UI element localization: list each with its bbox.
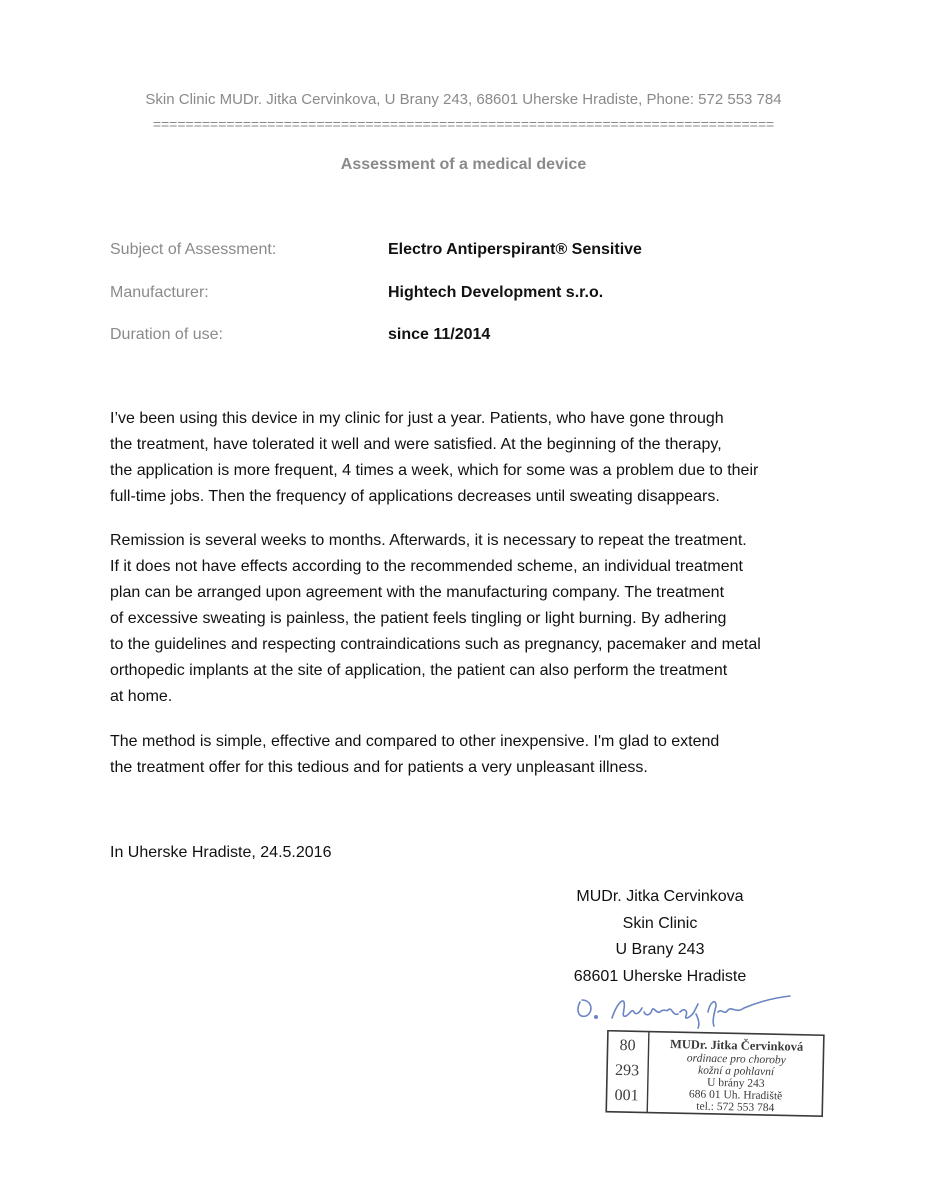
paragraph-line: I’ve been using this device in my clinic for just a year. Patients, who have gone through (110, 410, 724, 427)
subject-value: Electro Antiperspirant® Sensitive (388, 241, 642, 258)
paragraph-line: the application is more frequent, 4 times a week, which for some was a problem due to their (110, 462, 759, 479)
body-paragraph-2 (110, 528, 830, 710)
paragraph-line: full-time jobs. Then the frequency of applications decreases until sweating disappears. (110, 488, 720, 505)
body-paragraph-3 (110, 729, 830, 781)
paragraph-line: the treatment offer for this tedious and for patients a very unpleasant illness. (110, 759, 648, 776)
handwritten-signature (568, 988, 808, 1033)
subject-label: Subject of Assessment: (110, 241, 277, 258)
signatory-clinic: Skin Clinic (622, 914, 698, 932)
paragraph-line: the treatment, have tolerated it well and were satisfied. At the beginning of the therapy, (110, 436, 722, 453)
duration-value: since 11/2014 (388, 326, 491, 343)
svg-text:MUDr. Jitka Červinková: MUDr. Jitka Červinková (669, 1037, 804, 1054)
svg-text:80: 80 (619, 1036, 636, 1055)
svg-text:U brány 243: U brány 243 (706, 1076, 765, 1090)
manufacturer-value: Hightech Development s.r.o. (388, 284, 604, 301)
body-paragraph-1 (110, 406, 830, 510)
paragraph-line: at home. (110, 688, 173, 705)
paragraph-line: Remission is several weeks to months. Afterwards, it is necessary to repeat the treatment. (110, 532, 747, 549)
svg-text:tel.: 572 553 784: tel.: 572 553 784 (696, 1100, 775, 1115)
paragraph-line: If it does not have effects according to the recommended scheme, an individual treatment (110, 558, 743, 575)
place-and-date: In Uherske Hradiste, 24.5.2016 (110, 844, 332, 861)
paragraph-line: The method is simple, effective and compared to other inexpensive. I'm glad to extend (110, 733, 720, 750)
clinic-stamp (604, 1030, 830, 1122)
paragraph-line: orthopedic implants at the site of application, the patient can also perform the treatment (110, 662, 728, 679)
svg-text:686 01 Uh. Hradiště: 686 01 Uh. Hradiště (688, 1088, 783, 1103)
paragraph-line: plan can be arranged upon agreement with the manufacturing company. The treatment (110, 584, 725, 601)
svg-text:ordinace pro choroby: ordinace pro choroby (686, 1052, 786, 1067)
document-title: Assessment of a medical device (340, 156, 587, 173)
signatory-name: MUDr. Jitka Cervinkova (576, 888, 744, 905)
signatory-street: U Brany 243 (615, 941, 705, 958)
signatory-city: 68601 Uherske Hradiste (573, 967, 747, 985)
signatory-block (560, 884, 760, 990)
svg-text:001: 001 (614, 1086, 639, 1105)
manufacturer-label: Manufacturer: (110, 284, 209, 301)
header-separator: ============================================================================ (152, 116, 775, 132)
paragraph-line: to the guidelines and respecting contraindications such as pregnancy, pacemaker and metal (110, 636, 761, 653)
paragraph-line: of excessive sweating is painless, the patient feels tingling or light burning. By adhering (110, 610, 727, 627)
duration-label: Duration of use: (110, 326, 223, 343)
clinic-header: Skin Clinic MUDr. Jitka Cervinkova, U Brany 243, 68601 Uherske Hradiste, Phone: 572 553 784 (145, 91, 782, 108)
svg-text:293: 293 (614, 1061, 640, 1080)
svg-text:kožní a pohlavní: kožní a pohlavní (697, 1064, 775, 1079)
